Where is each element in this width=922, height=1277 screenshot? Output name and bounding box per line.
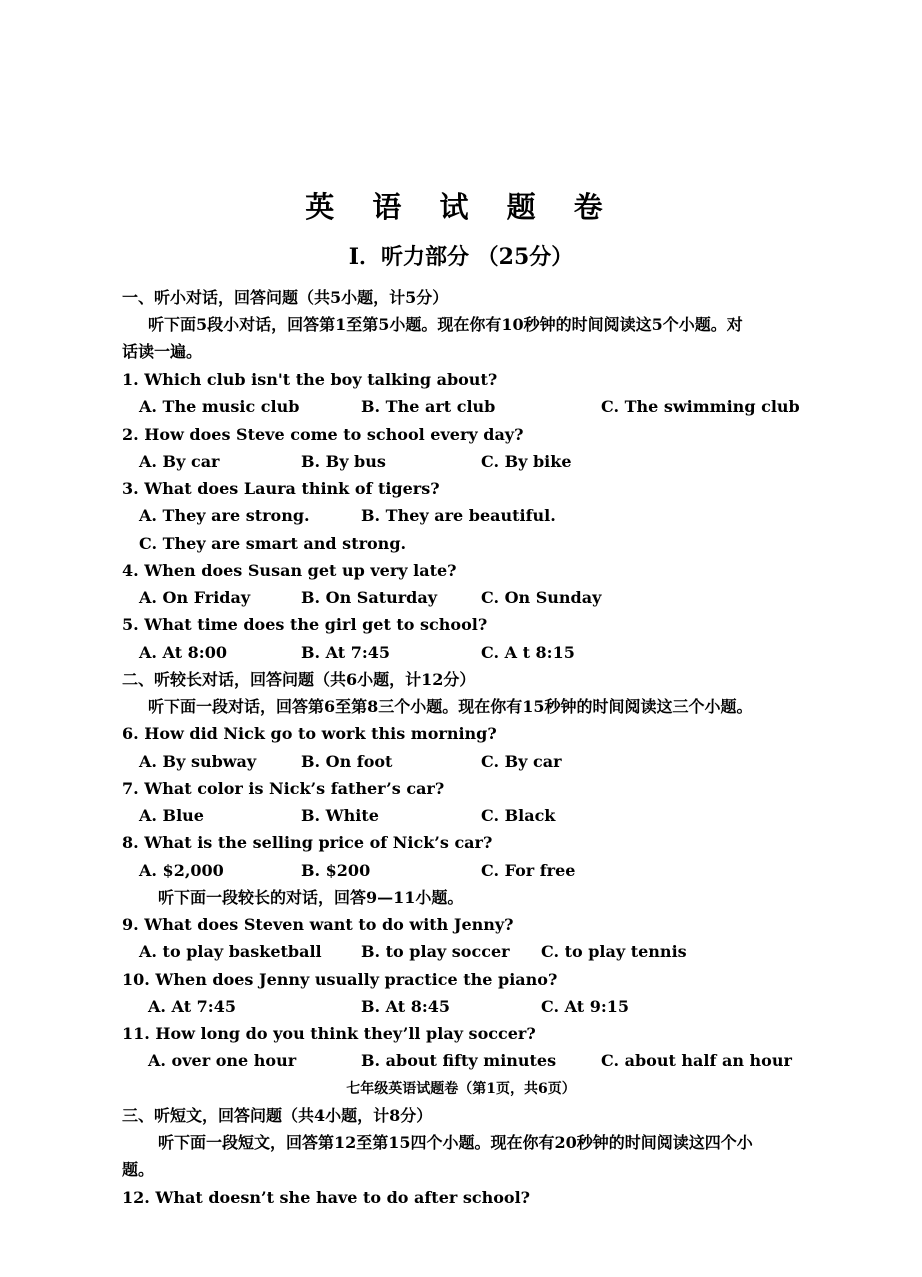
question-5: 5. What time does the girl get to school? bbox=[122, 615, 488, 634]
q3-option-a: A. They are strong. bbox=[139, 506, 310, 525]
q1-option-b: B. The art club bbox=[361, 397, 496, 416]
q10-option-a: A. At 7:45 bbox=[148, 997, 236, 1016]
page-footer: 七年级英语试题卷（第1页，共6页） bbox=[346, 1081, 576, 1097]
q2-option-a: A. By car bbox=[139, 452, 220, 471]
q8-option-b: B. $200 bbox=[301, 861, 371, 880]
q4-option-b: B. On Saturday bbox=[301, 588, 438, 607]
q8-option-a: A. $2,000 bbox=[139, 861, 224, 880]
question-11: 11. How long do you think they’ll play soccer? bbox=[122, 1024, 536, 1043]
question-9: 9. What does Steven want to do with Jenny? bbox=[122, 915, 514, 934]
section1-instruction-line1: 听下面5段小对话，回答第1至第5小题。现在你有10秒钟的时间阅读这5个小题。对 bbox=[148, 315, 743, 334]
question-12: 12. What doesn’t she have to do after school? bbox=[122, 1188, 531, 1207]
q2-option-b: B. By bus bbox=[301, 452, 386, 471]
question-7: 7. What color is Nick’s father’s car? bbox=[122, 779, 445, 798]
q3-option-b: B. They are beautiful. bbox=[361, 506, 556, 525]
section2-instruction: 听下面一段对话，回答第6至第8三个小题。现在你有15秒钟的时间阅读这三个小题。 bbox=[148, 697, 753, 716]
q6-option-b: B. On foot bbox=[301, 752, 393, 771]
q11-option-a: A. over one hour bbox=[148, 1051, 297, 1070]
section3-heading: 三、听短文，回答问题（共4小题，计8分） bbox=[122, 1106, 433, 1125]
question-3: 3. What does Laura think of tigers? bbox=[122, 479, 440, 498]
q7-option-c: C. Black bbox=[481, 806, 556, 825]
q9-option-b: B. to play soccer bbox=[361, 942, 510, 961]
section1-instruction-line2: 话读一遍。 bbox=[122, 342, 203, 361]
q10-option-c: C. At 9:15 bbox=[541, 997, 629, 1016]
question-2: 2. How does Steve come to school every day? bbox=[122, 425, 524, 444]
q4-option-a: A. On Friday bbox=[139, 588, 251, 607]
q8-option-c: C. For free bbox=[481, 861, 576, 880]
q6-option-c: C. By car bbox=[481, 752, 562, 771]
question-6: 6. How did Nick go to work this morning? bbox=[122, 724, 497, 743]
q7-option-a: A. Blue bbox=[139, 806, 204, 825]
section3-instruction-line2: 题。 bbox=[122, 1160, 155, 1179]
q9-option-a: A. to play basketball bbox=[139, 942, 322, 961]
q9-option-c: C. to play tennis bbox=[541, 942, 687, 961]
section3-instruction-line1: 听下面一段短文，回答第12至第15四个小题。现在你有20秒钟的时间阅读这四个小 bbox=[158, 1133, 753, 1152]
question-1: 1. Which club isn't the boy talking about? bbox=[122, 370, 498, 389]
q7-option-b: B. White bbox=[301, 806, 379, 825]
section1-heading: 一、听小对话，回答问题（共5小题，计5分） bbox=[122, 288, 449, 307]
q1-option-a: A. The music club bbox=[139, 397, 300, 416]
q1-option-c: C. The swimming club bbox=[601, 397, 800, 416]
q5-option-a: A. At 8:00 bbox=[139, 643, 227, 662]
question-10: 10. When does Jenny usually practice the piano? bbox=[122, 970, 558, 989]
exam-title: 英 语 试 题 卷 bbox=[305, 190, 617, 224]
q11-option-b: B. about fifty minutes bbox=[361, 1051, 557, 1070]
q11-option-c: C. about half an hour bbox=[601, 1051, 792, 1070]
question-4: 4. When does Susan get up very late? bbox=[122, 561, 457, 580]
question-8: 8. What is the selling price of Nick’s car? bbox=[122, 833, 493, 852]
q4-option-c: C. On Sunday bbox=[481, 588, 602, 607]
q3-option-c: C. They are smart and strong. bbox=[139, 534, 407, 553]
section2-instruction-2: 听下面一段较长的对话，回答9—11小题。 bbox=[158, 888, 464, 907]
q5-option-b: B. At 7:45 bbox=[301, 643, 391, 662]
q6-option-a: A. By subway bbox=[139, 752, 257, 771]
q5-option-c: C. A t 8:15 bbox=[481, 643, 575, 662]
part1-title: Ⅰ．听力部分 （25分） bbox=[348, 244, 574, 270]
section2-heading: 二、听较长对话，回答问题（共6小题，计12分） bbox=[122, 670, 476, 689]
q10-option-b: B. At 8:45 bbox=[361, 997, 451, 1016]
q2-option-c: C. By bike bbox=[481, 452, 572, 471]
